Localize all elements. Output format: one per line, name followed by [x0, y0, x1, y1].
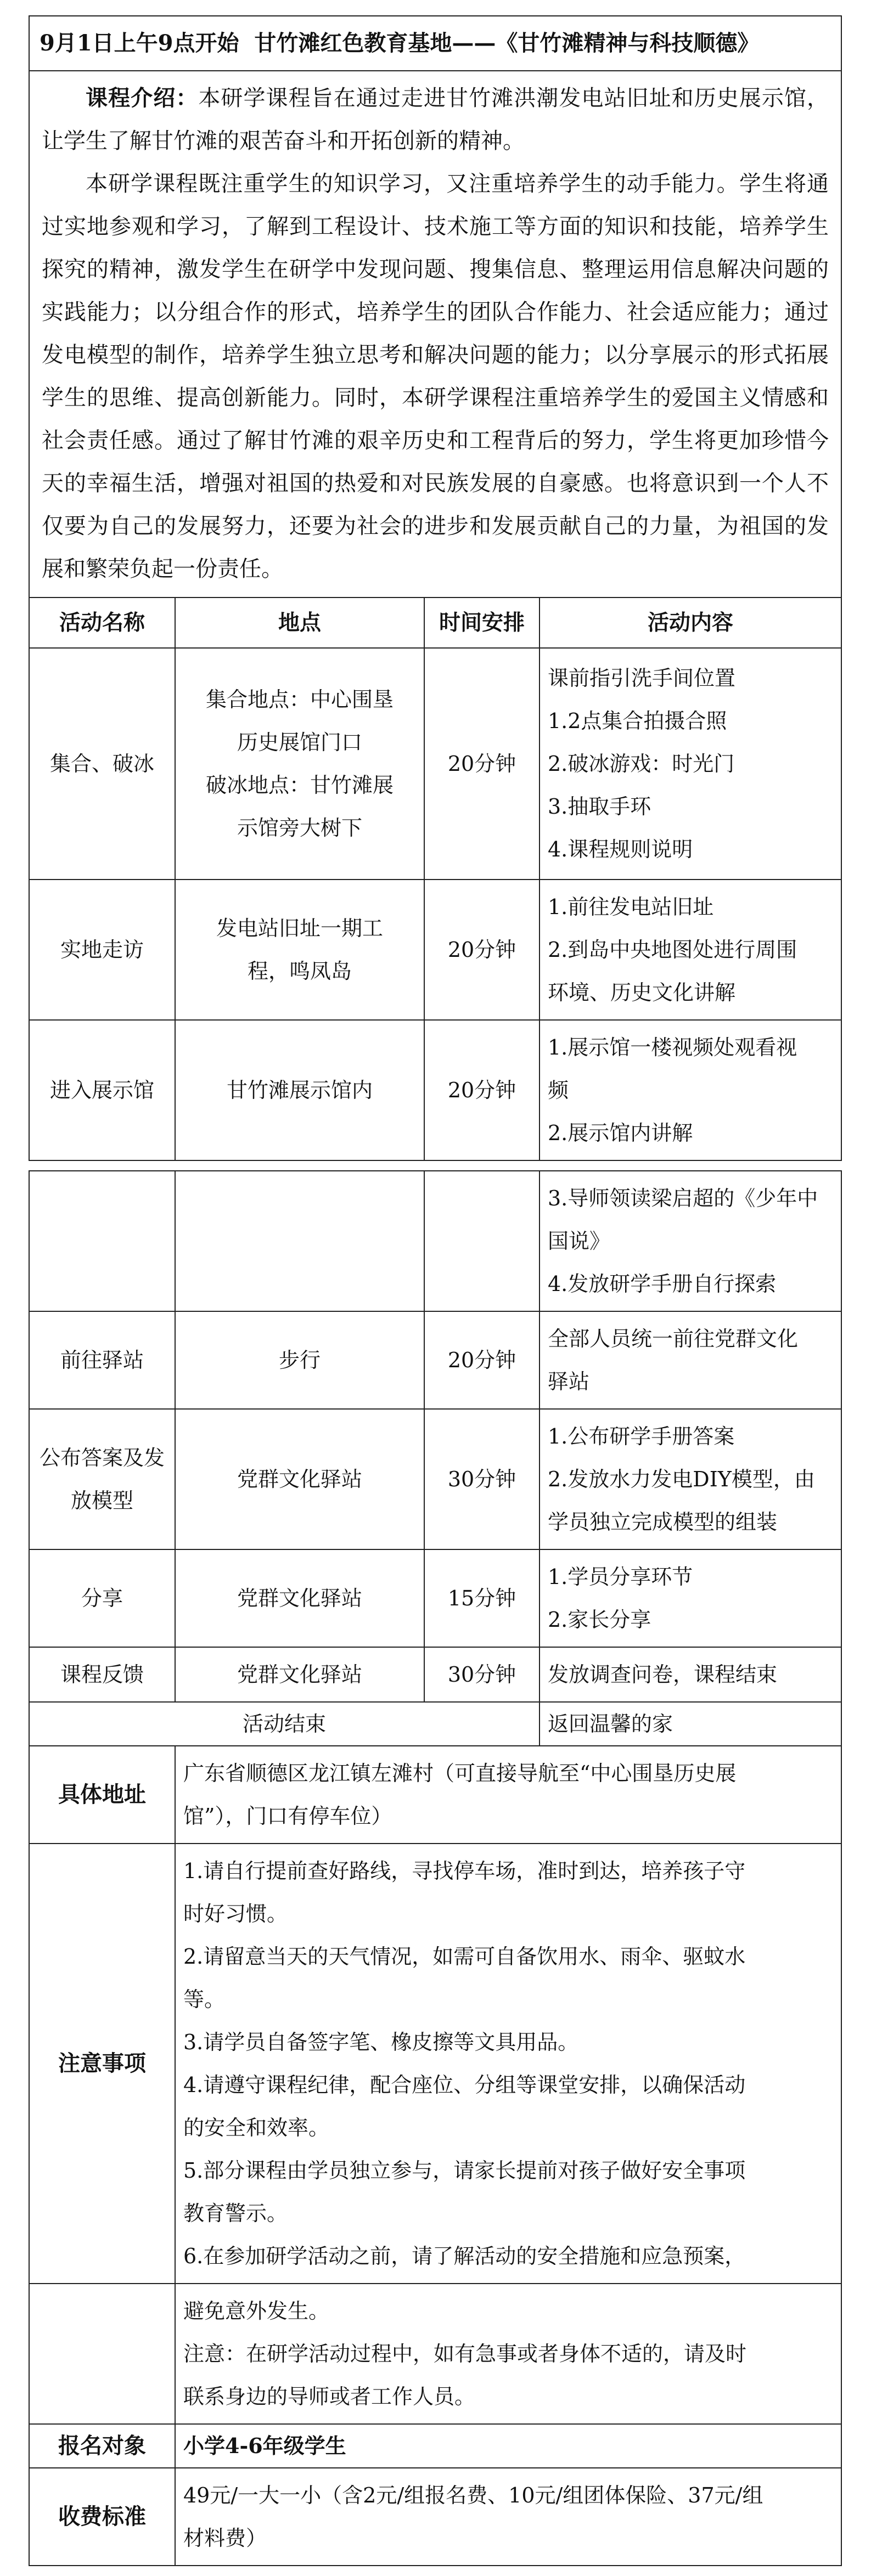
text-line: 1.展示馆一楼视频处观看视	[548, 1035, 797, 1059]
activity-place	[175, 880, 424, 1020]
schedule-sheet-bottom	[29, 1170, 841, 2566]
activity-name	[29, 1171, 175, 1311]
activity-name: 分享	[29, 1549, 175, 1647]
text-line: 49元/一大一小（含2元/组报名费、10元/组团体保险、37元/组	[183, 2483, 763, 2507]
audience-value: 小学4-6年级学生	[175, 2424, 841, 2468]
text-line: 环境、历史文化讲解	[548, 980, 736, 1005]
audience-label: 报名对象	[29, 2424, 175, 2468]
text-line: 国说》	[548, 1229, 611, 1253]
text-line: 1.前往发电站旧址	[548, 895, 714, 919]
text-line: 注意：在研学活动过程中，如有急事或者身体不适的，请及时	[183, 2342, 747, 2366]
activity-content	[540, 880, 841, 1020]
schedule-sheet-top	[29, 15, 841, 1161]
activity-content	[540, 1409, 841, 1549]
text-line: 1.2点集合拍摄合照	[548, 709, 727, 733]
table-row	[29, 1311, 841, 1409]
text-line: 广东省顺德区龙江镇左滩村（可直接导航至“中心围垦历史展	[183, 1761, 737, 1785]
end-content: 返回温馨的家	[540, 1702, 841, 1746]
intro-paragraph-1: 课程介绍：本研学课程旨在通过走进甘竹滩洪潮发电站旧址和历史展示馆，让学生了解甘竹滩的艰苦奋斗和开拓创新的精神。	[42, 85, 829, 154]
activity-place	[175, 1311, 424, 1409]
table-row	[29, 1020, 841, 1160]
course-intro	[29, 71, 841, 598]
text-line: 程，鸣凤岛	[247, 959, 352, 983]
activity-time: 30分钟	[424, 1409, 540, 1549]
col-header-place: 地点	[175, 598, 424, 648]
activity-place	[175, 1171, 424, 1311]
activity-rows-top	[29, 648, 841, 1160]
text-line: 3.请学员自备签字笔、橡皮擦等文具用品。	[183, 2030, 579, 2054]
activity-content	[540, 1549, 841, 1647]
text-line: 发放调查问卷，课程结束	[548, 1662, 778, 1687]
notes-list-continued	[175, 2284, 841, 2424]
text-line: 4.发放研学手册自行探索	[548, 1272, 777, 1296]
table-header-row	[29, 598, 841, 648]
table-row	[29, 1409, 841, 1549]
fee-label: 收费标准	[29, 2468, 175, 2566]
notes-continued-row	[29, 2284, 841, 2424]
activity-name: 公布答案及发放模型	[29, 1409, 175, 1549]
text-line: 教育警示。	[183, 2201, 288, 2225]
text-line: 4.请遵守课程纪律，配合座位、分组等课堂安排，以确保活动	[183, 2073, 746, 2097]
activity-place	[175, 1020, 424, 1160]
start-time: 9月1日上午9点开始	[40, 30, 239, 56]
notes-list	[175, 1844, 841, 2284]
text-line: 避免意外发生。	[183, 2299, 330, 2323]
text-line: 示馆旁大树下	[237, 816, 362, 840]
activity-name: 前往驿站	[29, 1311, 175, 1409]
activity-content	[540, 1311, 841, 1409]
text-line: 党群文化驿站	[237, 1662, 362, 1687]
col-header-content: 活动内容	[540, 598, 841, 648]
activity-time: 30分钟	[424, 1647, 540, 1702]
notes-row	[29, 1844, 841, 2284]
col-header-time: 时间安排	[424, 598, 540, 648]
text-line: 2.展示馆内讲解	[548, 1121, 693, 1145]
text-line: 6.在参加研学活动之前，请了解活动的安全措施和应急预案，	[183, 2244, 746, 2268]
text-line: 3.抽取手环	[548, 794, 651, 819]
activity-place	[175, 648, 424, 880]
activity-time: 15分钟	[424, 1549, 540, 1647]
schedule-table-top	[29, 15, 842, 1161]
activity-time	[424, 1171, 540, 1311]
activity-content	[540, 1020, 841, 1160]
table-row	[29, 1647, 841, 1702]
notes-continued-label	[29, 2284, 175, 2424]
table-row	[29, 880, 841, 1020]
text-line: 全部人员统一前往党群文化	[548, 1327, 799, 1351]
table-row	[29, 648, 841, 880]
activity-name: 实地走访	[29, 880, 175, 1020]
activity-name: 课程反馈	[29, 1647, 175, 1702]
text-line: 频	[548, 1078, 569, 1102]
intro-row	[29, 71, 841, 598]
text-line: 1.学员分享环节	[548, 1565, 693, 1589]
audience-row	[29, 2424, 841, 2468]
header-row	[29, 16, 841, 71]
text-line: 2.到岛中央地图处进行周围	[548, 938, 797, 962]
text-line: 等。	[183, 1987, 226, 2011]
address-row	[29, 1746, 841, 1844]
text-line: 4.课程规则说明	[548, 837, 693, 861]
text-line: 2.发放水力发电DIY模型，由	[548, 1467, 815, 1491]
text-line: 课前指引洗手间位置	[548, 666, 736, 690]
intro-label: 课程介绍：	[86, 85, 199, 111]
activity-time: 20分钟	[424, 1311, 540, 1409]
page-title	[29, 16, 841, 71]
table-row	[29, 1549, 841, 1647]
activity-content	[540, 648, 841, 880]
text-line: 2.家长分享	[548, 1608, 651, 1632]
activity-place	[175, 1647, 424, 1702]
activity-name: 集合、破冰	[29, 648, 175, 880]
text-line: 历史展馆门口	[237, 730, 362, 754]
activity-rows-bottom	[29, 1171, 841, 1702]
text-line: 5.部分课程由学员独立参与，请家长提前对孩子做好安全事项	[183, 2158, 746, 2183]
notes-label: 注意事项	[29, 1844, 175, 2284]
text-line: 党群文化驿站	[237, 1467, 362, 1491]
activity-time: 20分钟	[424, 880, 540, 1020]
activity-content	[540, 1647, 841, 1702]
activity-time: 20分钟	[424, 648, 540, 880]
text-line: 1.公布研学手册答案	[548, 1424, 735, 1448]
text-line: 联系身边的导师或者工作人员。	[183, 2385, 476, 2409]
text-line: 3.导师领读梁启超的《少年中	[548, 1186, 818, 1210]
end-row	[29, 1702, 841, 1746]
text-line: 步行	[278, 1348, 321, 1372]
activity-name: 进入展示馆	[29, 1020, 175, 1160]
text-line: 的安全和效率。	[183, 2116, 330, 2140]
text-line: 时好习惯。	[183, 1902, 288, 1926]
activity-place	[175, 1549, 424, 1647]
activity-content	[540, 1171, 841, 1311]
col-header-name: 活动名称	[29, 598, 175, 648]
text-line: 材料费）	[183, 2526, 267, 2550]
text-line: 发电站旧址一期工	[216, 916, 383, 940]
text-line: 馆”），门口有停车位）	[183, 1804, 392, 1828]
activity-time: 20分钟	[424, 1020, 540, 1160]
text-line: 2.请留意当天的天气情况，如需可自备饮用水、雨伞、驱蚊水	[183, 1944, 746, 1969]
address-value	[175, 1746, 841, 1844]
text-line: 1.请自行提前查好路线，寻找停车场，准时到达，培养孩子守	[183, 1859, 746, 1883]
text-line: 党群文化驿站	[237, 1586, 362, 1610]
text-line: 集合地点：中心围垦	[205, 687, 394, 712]
activity-place	[175, 1409, 424, 1549]
text-line: 学员独立完成模型的组装	[548, 1510, 778, 1534]
fee-value	[175, 2468, 841, 2566]
end-label: 活动结束	[29, 1702, 540, 1746]
text-line: 破冰地点：甘竹滩展	[205, 773, 394, 797]
schedule-table-bottom	[29, 1170, 842, 2566]
address-label: 具体地址	[29, 1746, 175, 1844]
text-line: 2.破冰游戏：时光门	[548, 752, 735, 776]
text-line: 甘竹滩展示馆内	[226, 1078, 373, 1102]
fee-row	[29, 2468, 841, 2566]
course-title: 甘竹滩红色教育基地——《甘竹滩精神与科技顺德》	[254, 30, 760, 56]
table-row	[29, 1171, 841, 1311]
text-line: 驿站	[548, 1369, 590, 1394]
intro-paragraph-2: 本研学课程既注重学生的知识学习，又注重培养学生的动手能力。学生将通过实地参观和学习，了解到工程设计、技术施工等方面的知识和技能，培养学生探究的精神，激发学生在研学中发现问题、搜集信息、整理运用信息解决问题的实践能力；以分组合作的形式，培养学生的团队合作能力、社会适应能力；通过发电模型的制作，培养学生独立思考和解决问题的能力；以分享展示的形式拓展学生的思维、提高创新能力。同时，本研学课程注重培养学生的爱国主义情感和社会责任感。通过了解甘竹滩的艰辛历史和工程背后的努力，学生将更加珍惜今天的幸福生活，增强对祖国的热爱和对民族发展的自豪感。也将意识到一个人不仅要为自己的发展努力，还要为社会的进步和发展贡献自己的力量，为祖国的发展和繁荣负起一份责任。	[42, 171, 829, 582]
